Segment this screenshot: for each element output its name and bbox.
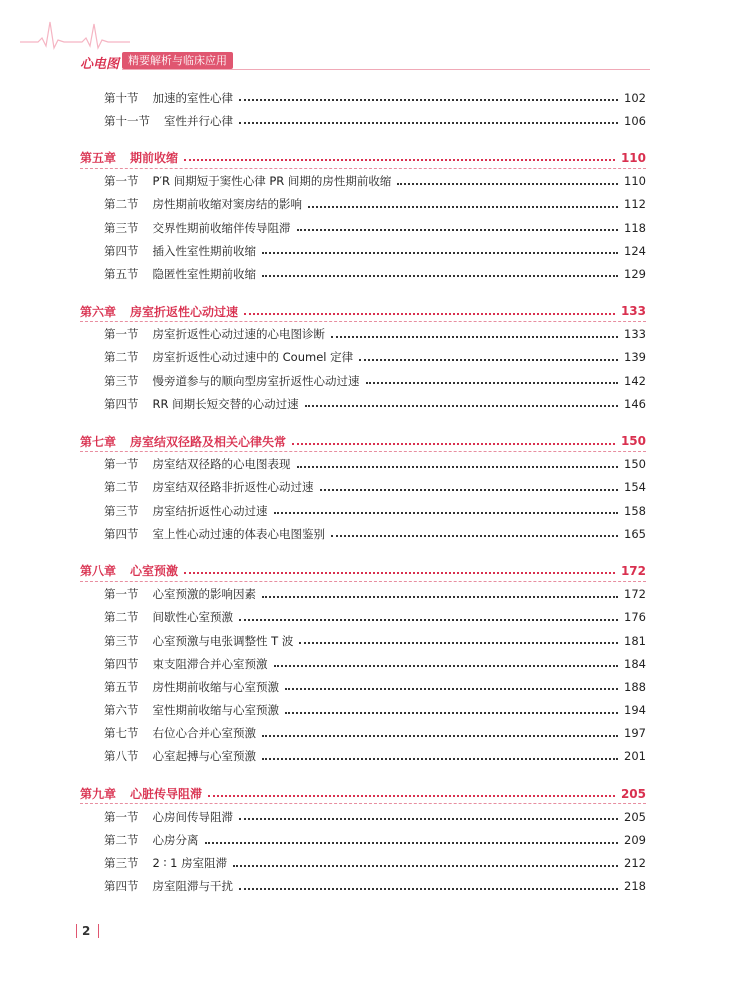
toc-leader-dots [262, 274, 618, 277]
toc-label: 第七章 [80, 434, 117, 449]
toc-page-number: 181 [624, 633, 646, 648]
toc-section-row[interactable] [80, 583, 646, 606]
toc-title: 慢旁道参与的顺向型房室折返性心动过速 [152, 373, 360, 388]
toc-section-row[interactable] [80, 216, 646, 239]
chapter-gap [80, 545, 646, 559]
toc-leader-dots [262, 595, 618, 598]
toc-leader-dots [239, 618, 618, 621]
logo-text: 心电图 [80, 57, 120, 72]
toc-leader-dots [297, 228, 619, 231]
toc-title: 房室折返性心动过速中的 Coumel 定律 [152, 350, 354, 365]
toc-leader-dots [208, 794, 615, 797]
ecg-wave-icon [20, 18, 130, 54]
chapter-underline [80, 580, 646, 582]
toc-section-row[interactable] [80, 629, 646, 652]
toc-section-row[interactable] [80, 499, 646, 522]
toc-page-number: 158 [624, 503, 646, 518]
toc-leader-dots [366, 381, 619, 384]
toc-page-number: 133 [620, 304, 646, 319]
toc-leader-dots [262, 251, 618, 254]
toc-label: 第三节 [104, 220, 139, 235]
toc-leader-dots [184, 158, 615, 161]
toc-section-row[interactable] [80, 852, 646, 875]
footer-divider [98, 924, 99, 938]
toc-page-number: 110 [620, 150, 646, 165]
chapter-gap [80, 286, 646, 300]
toc-page-number: 194 [624, 703, 646, 718]
toc-page-number: 129 [624, 266, 646, 281]
toc-page-number: 218 [624, 879, 646, 894]
toc-label: 第四节 [104, 656, 139, 671]
toc-leader-dots [285, 687, 618, 690]
toc-title: 房室结折返性心动过速 [152, 503, 268, 518]
toc-leader-dots [262, 757, 618, 760]
toc-title: RR 间期长短交替的心动过速 [152, 396, 299, 411]
toc-section-row[interactable] [80, 323, 646, 346]
toc-chapter-row[interactable] [80, 146, 646, 169]
toc-label: 第一节 [104, 587, 139, 602]
toc-title: 间歇性心室预激 [152, 610, 233, 625]
toc-section-row[interactable] [80, 109, 646, 132]
toc-page-number: 201 [624, 749, 646, 764]
toc-leader-dots [184, 571, 615, 574]
toc-page-number: 146 [624, 396, 646, 411]
toc-title: 心室起搏与心室预激 [152, 749, 256, 764]
toc-label: 第一节 [104, 809, 139, 824]
toc-label: 第五节 [104, 266, 139, 281]
page-header [0, 0, 730, 80]
toc-title: 房室阻滞与干扰 [152, 879, 233, 894]
toc-title: 加速的室性心律 [152, 90, 233, 105]
toc-leader-dots [244, 312, 615, 315]
toc-leader-dots [397, 182, 618, 185]
toc-label: 第十一节 [104, 113, 150, 128]
chapter-underline [80, 450, 646, 452]
toc-title: 房性期前收缩对窦房结的影响 [152, 197, 302, 212]
toc-label: 第三节 [104, 856, 139, 871]
toc-title: 心房间传导阻滞 [152, 809, 233, 824]
toc-leader-dots [359, 358, 618, 361]
toc-label: 第五节 [104, 679, 139, 694]
toc-page-number: 188 [624, 679, 646, 694]
toc-label: 第三节 [104, 503, 139, 518]
toc-title: 心脏传导阻滞 [130, 787, 203, 802]
toc-page-number: 154 [624, 480, 646, 495]
toc-leader-dots [320, 488, 619, 491]
toc-page-number: 112 [624, 197, 646, 212]
toc-page-number: 102 [624, 90, 646, 105]
toc-page-number: 205 [624, 809, 646, 824]
toc-leader-dots [299, 641, 618, 644]
toc-section-row[interactable] [80, 86, 646, 109]
footer-divider [76, 924, 77, 938]
toc-page-number: 139 [624, 350, 646, 365]
toc-label: 第一节 [104, 174, 139, 189]
toc-title: 室性期前收缩与心室预激 [152, 703, 279, 718]
toc-section-row[interactable] [80, 722, 646, 745]
toc-label: 第七节 [104, 726, 139, 741]
toc-title: 室上性心动过速的体表心电图鉴别 [152, 526, 325, 541]
toc-section-row[interactable] [80, 699, 646, 722]
chapter-gap [80, 132, 646, 146]
toc-leader-dots [308, 205, 618, 208]
toc-section-row[interactable] [80, 675, 646, 698]
table-of-contents [80, 86, 646, 898]
toc-page-number: 209 [624, 833, 646, 848]
toc-leader-dots [239, 817, 618, 820]
toc-page-number: 205 [620, 786, 646, 801]
toc-page-number: 212 [624, 856, 646, 871]
toc-leader-dots [305, 404, 618, 407]
toc-page-number: 110 [624, 174, 646, 189]
toc-page-number: 172 [624, 587, 646, 602]
header-rule [122, 69, 650, 70]
toc-page-number: 184 [624, 656, 646, 671]
toc-page-number: 124 [624, 243, 646, 258]
toc-section-row[interactable] [80, 476, 646, 499]
toc-section-row[interactable] [80, 346, 646, 369]
toc-title: P′R 间期短于窦性心律 PR 间期的房性期前收缩 [152, 174, 392, 189]
chapter-gap [80, 768, 646, 782]
chapter-underline [80, 802, 646, 804]
toc-title: 房室结双径路及相关心律失常 [130, 434, 287, 449]
toc-label: 第四节 [104, 243, 139, 258]
toc-label: 第四节 [104, 396, 139, 411]
page-number: 2 [82, 924, 91, 938]
toc-title: 期前收缩 [130, 151, 179, 166]
toc-leader-dots [233, 864, 618, 867]
toc-label: 第二节 [104, 350, 139, 365]
toc-section-row[interactable] [80, 875, 646, 898]
toc-title: 心室预激与电张调整性 T 波 [152, 633, 294, 648]
toc-label: 第八节 [104, 749, 139, 764]
toc-title: 右位心合并心室预激 [152, 726, 256, 741]
book-title: 精要解析与临床应用 [122, 52, 233, 69]
toc-section-row[interactable] [80, 745, 646, 768]
chapter-underline [80, 167, 646, 169]
toc-section-row[interactable] [80, 369, 646, 392]
toc-label: 第八章 [80, 564, 117, 579]
toc-chapter-row[interactable] [80, 559, 646, 582]
toc-section-row[interactable] [80, 606, 646, 629]
toc-title: 心房分离 [152, 833, 199, 848]
toc-leader-dots [297, 465, 619, 468]
toc-label: 第二节 [104, 197, 139, 212]
toc-leader-dots [239, 121, 618, 124]
toc-section-row[interactable] [80, 170, 646, 193]
toc-leader-dots [292, 442, 615, 445]
toc-section-row[interactable] [80, 262, 646, 285]
toc-label: 第二节 [104, 480, 139, 495]
toc-leader-dots [285, 711, 618, 714]
toc-page-number: 150 [620, 434, 646, 449]
toc-leader-dots [239, 98, 618, 101]
toc-label: 第九章 [80, 787, 117, 802]
toc-leader-dots [331, 335, 618, 338]
toc-section-row[interactable] [80, 239, 646, 262]
toc-section-row[interactable] [80, 522, 646, 545]
toc-title: 房室折返性心动过速的心电图诊断 [152, 327, 325, 342]
toc-title: 插入性室性期前收缩 [152, 243, 256, 258]
toc-section-row[interactable] [80, 392, 646, 415]
toc-section-row[interactable] [80, 453, 646, 476]
toc-label: 第一节 [104, 327, 139, 342]
toc-label: 第十节 [104, 90, 139, 105]
toc-page-number: 142 [624, 373, 646, 388]
toc-label: 第二节 [104, 833, 139, 848]
toc-label: 第四节 [104, 526, 139, 541]
toc-title: 房室结双径路的心电图表现 [152, 457, 291, 472]
toc-title: 房性期前收缩与心室预激 [152, 679, 279, 694]
toc-section-row[interactable] [80, 193, 646, 216]
toc-label: 第五章 [80, 151, 117, 166]
toc-leader-dots [262, 734, 618, 737]
toc-label: 第三节 [104, 373, 139, 388]
toc-page-number: 197 [624, 726, 646, 741]
toc-label: 第二节 [104, 610, 139, 625]
toc-label: 第三节 [104, 633, 139, 648]
toc-title: 2 ∶ 1 房室阻滞 [152, 856, 228, 871]
toc-title: 室性并行心律 [164, 113, 233, 128]
toc-chapter-row[interactable] [80, 300, 646, 323]
toc-page-number: 172 [620, 563, 646, 578]
chapter-gap [80, 415, 646, 429]
toc-section-row[interactable] [80, 805, 646, 828]
toc-page-number: 176 [624, 610, 646, 625]
toc-title: 心室预激的影响因素 [152, 587, 256, 602]
toc-page-number: 118 [624, 220, 646, 235]
toc-leader-dots [331, 534, 618, 537]
toc-label: 第四节 [104, 879, 139, 894]
toc-page-number: 165 [624, 526, 646, 541]
toc-title: 房室折返性心动过速 [130, 304, 239, 319]
toc-section-row[interactable] [80, 828, 646, 851]
toc-section-row[interactable] [80, 652, 646, 675]
toc-chapter-row[interactable] [80, 429, 646, 452]
toc-title: 心室预激 [130, 564, 179, 579]
toc-label: 第六节 [104, 703, 139, 718]
toc-leader-dots [239, 887, 618, 890]
toc-page-number: 150 [624, 457, 646, 472]
toc-label: 第六章 [80, 304, 117, 319]
toc-title: 隐匿性室性期前收缩 [152, 266, 256, 281]
toc-leader-dots [274, 664, 619, 667]
toc-title: 交界性期前收缩伴传导阻滞 [152, 220, 291, 235]
toc-page-number: 106 [624, 113, 646, 128]
chapter-underline [80, 320, 646, 322]
toc-chapter-row[interactable] [80, 782, 646, 805]
toc-label: 第一节 [104, 457, 139, 472]
toc-leader-dots [274, 511, 619, 514]
toc-title: 束支阻滞合并心室预激 [152, 656, 268, 671]
toc-leader-dots [205, 841, 619, 844]
toc-page-number: 133 [624, 327, 646, 342]
toc-title: 房室结双径路非折返性心动过速 [152, 480, 314, 495]
